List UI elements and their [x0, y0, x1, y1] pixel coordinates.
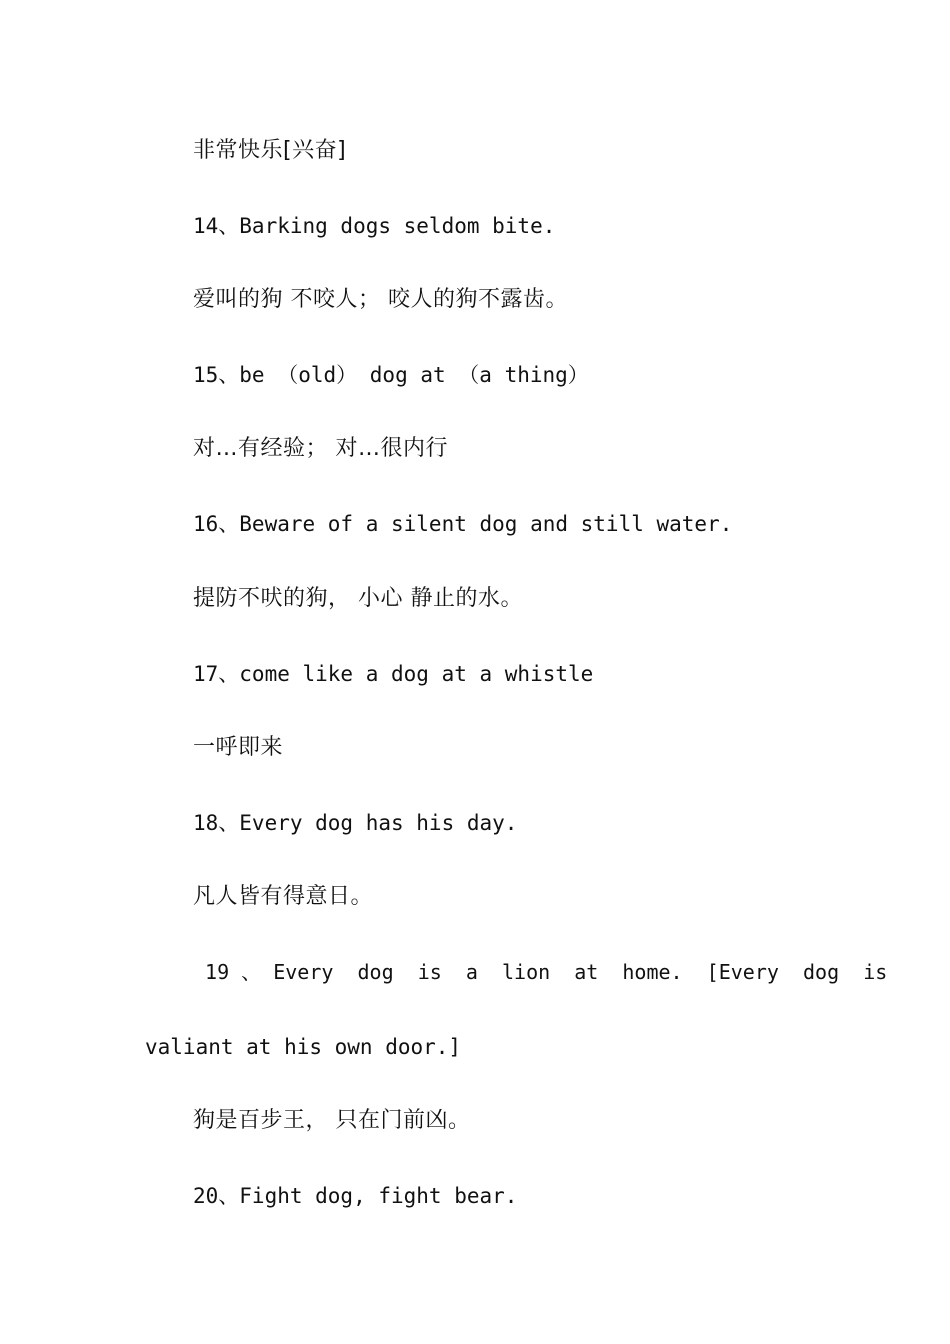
- text-line: 15、be （old） dog at （a thing）: [193, 363, 589, 387]
- text-line: 17、come like a dog at a whistle: [193, 662, 594, 686]
- text-line: 提防不吠的狗， 小心 静止的水。: [193, 586, 523, 611]
- text-line: 20、Fight dog, fight bear.: [193, 1184, 518, 1208]
- text-line: 19 、 Every dog is a lion at home. [Every dog is: [193, 960, 888, 984]
- text-line: 狗是百步王， 只在门前凶。: [193, 1108, 471, 1133]
- text-line: 一呼即来: [193, 735, 284, 760]
- text-line: 对…有经验； 对…很内行: [193, 436, 448, 461]
- text-line: 18、Every dog has his day.: [193, 811, 518, 835]
- text-line: 凡人皆有得意日。: [193, 884, 374, 909]
- text-line: 14、Barking dogs seldom bite.: [193, 214, 556, 238]
- text-line: 16、Beware of a silent dog and still water.: [193, 512, 733, 536]
- text-line: valiant at his own door.]: [145, 1035, 462, 1059]
- text-line: 爱叫的狗 不咬人； 咬人的狗不露齿。: [193, 287, 568, 312]
- text-line: 非常快乐[兴奋]: [193, 138, 347, 163]
